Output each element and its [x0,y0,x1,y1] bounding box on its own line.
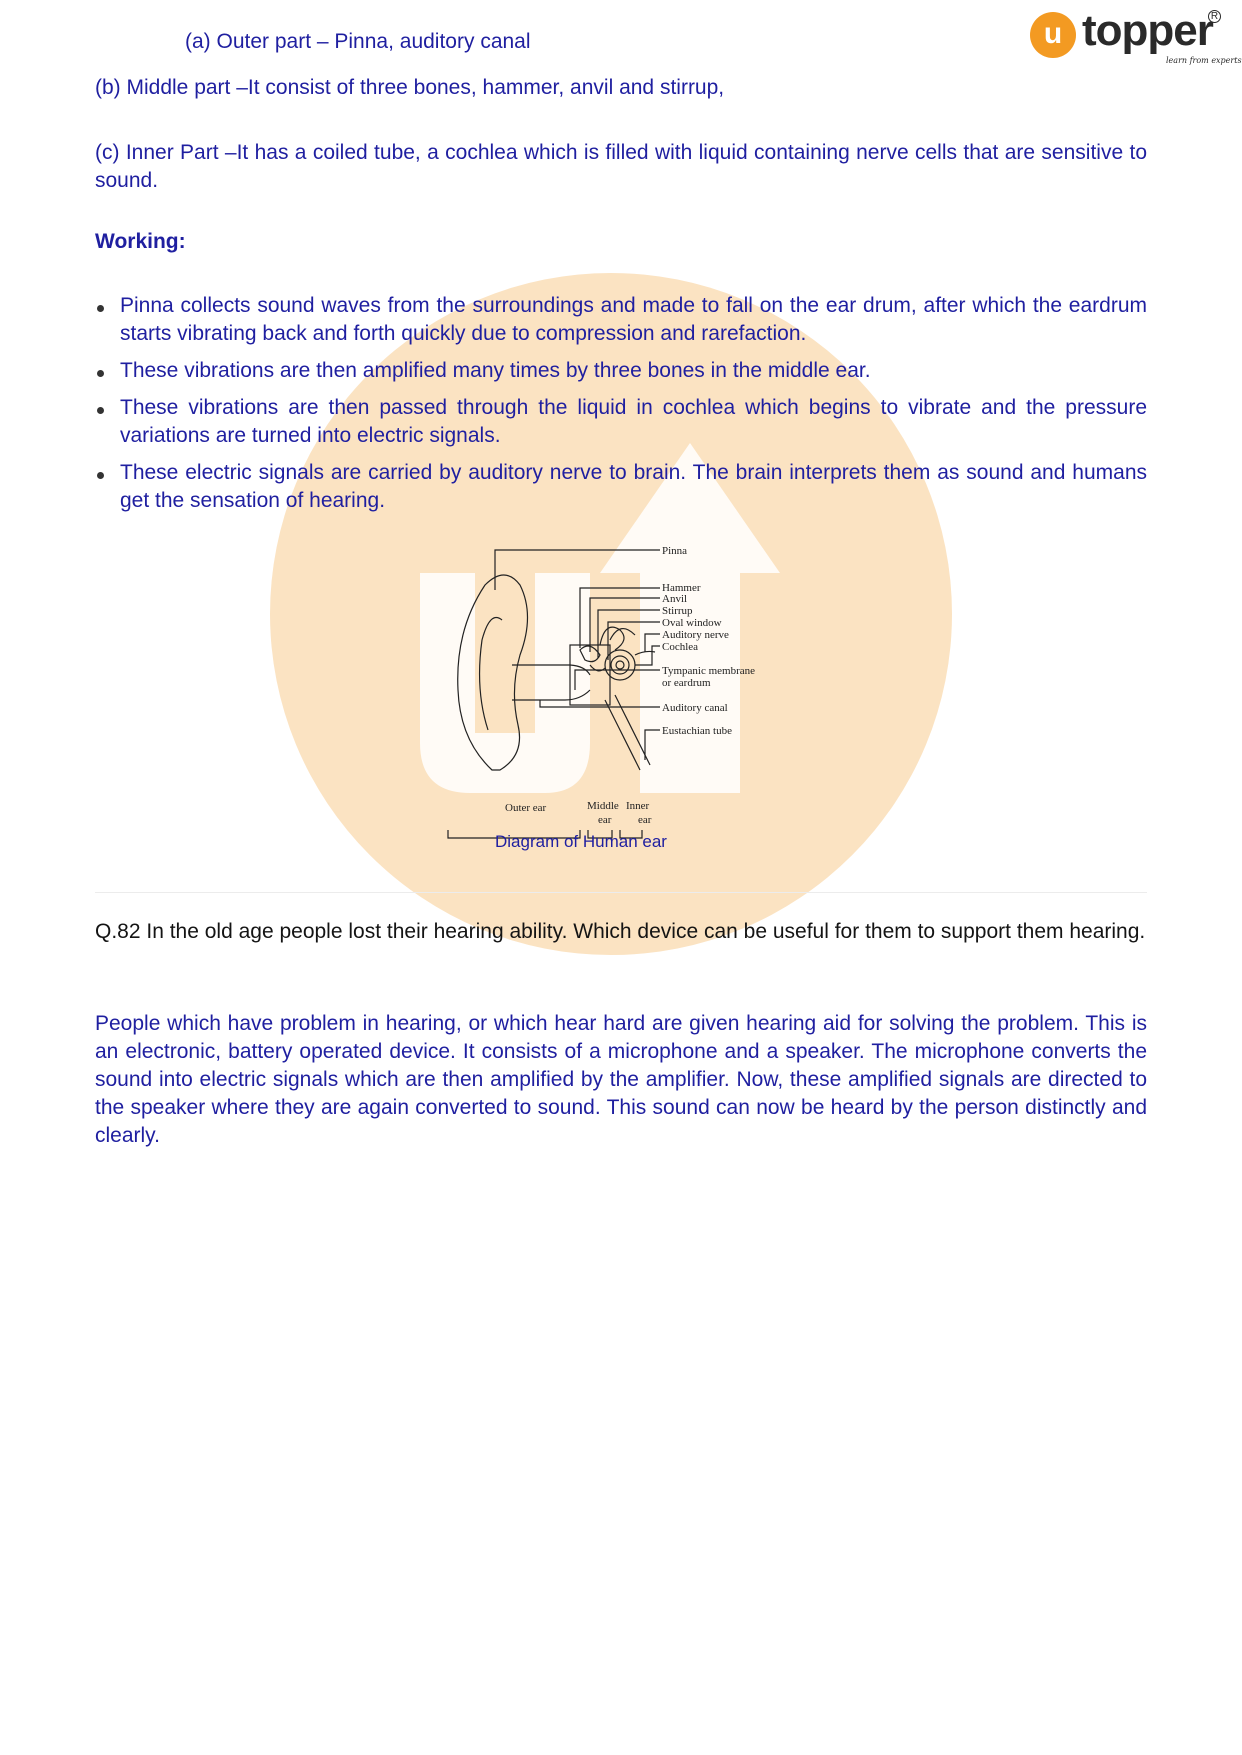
outer-ear-label: Outer ear [505,802,547,814]
cochlea-label: Cochlea [662,641,699,653]
question-text: Q.82 In the old age people lost their hearing ability. Which device can be useful for them to support them hearing. [95,920,1146,943]
hammer-label: Hammer [662,582,701,594]
stirrup-label: Stirrup [662,605,693,617]
working-list [95,292,1147,524]
inner-ear-label: Inner [626,800,650,812]
eustachian-tube-label: Eustachian tube [662,725,732,737]
middle-part-text: (b) Middle part –It consist of three bones, hammer, anvil and stirrup, [95,76,725,99]
list-item: These vibrations are then amplified many times by three bones in the middle ear. [95,357,1147,385]
middle-ear-label: Middle [587,800,619,812]
auditory-canal-label: Auditory canal [662,702,728,714]
registered-mark: R [1208,10,1221,23]
oval-window-label: Oval window [662,617,722,629]
topper-logo [1030,6,1242,70]
list-item: These vibrations are then passed through the liquid in cochlea which begins to vibrate and the pressure variations are turned into electric signals. [95,394,1147,450]
cut-off-line: (a) Outer part – Pinna, auditory canal [185,30,531,53]
middle-ear-label-2: ear [598,814,612,826]
section-divider [95,892,1147,893]
logo-wordmark: topper [1082,6,1213,55]
human-ear-diagram [440,540,820,840]
logo-tagline: learn from experts [1166,56,1242,65]
pinna-label: Pinna [662,545,688,557]
answer-text: People which have problem in hearing, or which hear hard are given hearing aid for solving the problem. This is an electronic, battery operated device. It consists of a microphone and a speaker. The microphone converts the sound into electric signals which are then amplified by the amplifier. Now, these amplified signals are directed to the speaker where they are again converted to sound. This sound can now be heard by the person distinctly and clearly. [95,1012,1147,1147]
list-item: These electric signals are carried by auditory nerve to brain. The brain interprets them as sound and humans get the sensation of hearing. [95,459,1147,515]
logo-mark-icon: u [1030,12,1076,58]
diagram-section-labels [440,798,820,832]
list-item: Pinna collects sound waves from the surroundings and made to fall on the ear drum, after which the eardrum starts vibrating back and forth quickly due to compression and rarefaction. [95,292,1147,348]
anvil-label: Anvil [662,593,688,605]
tympanic-membrane-label: Tympanic membrane [662,665,756,677]
eardrum-label: or eardrum [662,677,711,689]
inner-ear-label-2: ear [638,814,652,826]
inner-part-text: (c) Inner Part –It has a coiled tube, a cochlea which is filled with liquid containing nerve cells that are sensitive to sound. [95,141,1147,192]
auditory-nerve-label: Auditory nerve [662,629,729,641]
diagram-caption: Diagram of Human ear [495,832,667,851]
working-heading: Working: [95,230,186,253]
